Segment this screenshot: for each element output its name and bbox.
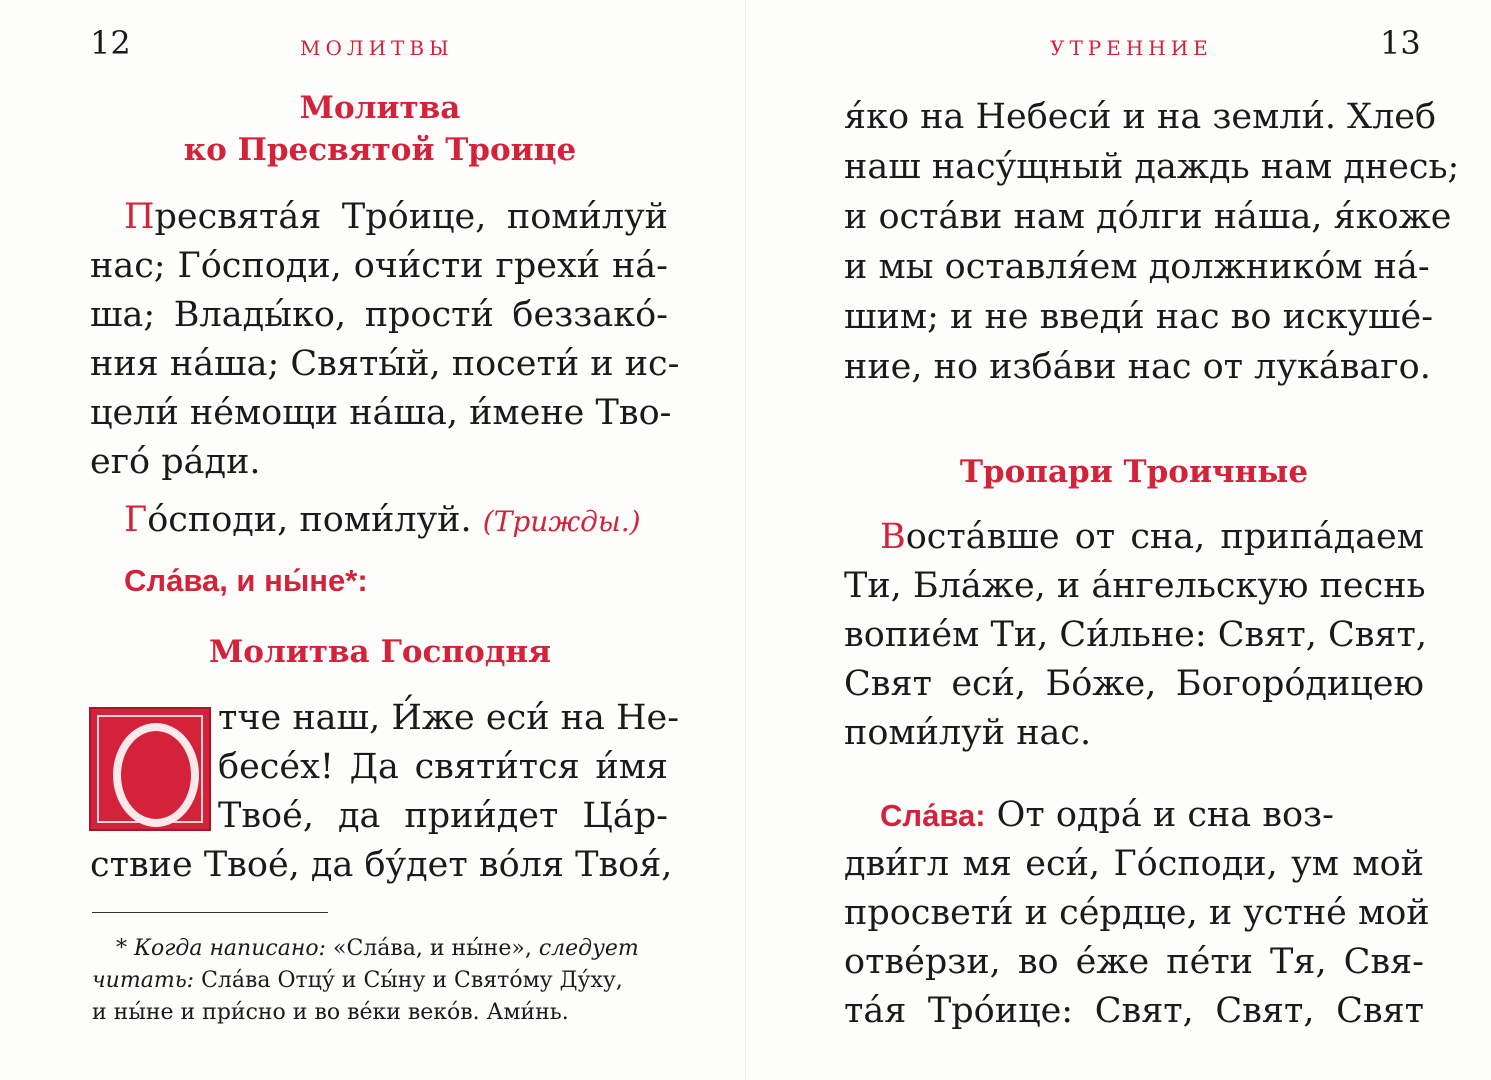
footnote-rule xyxy=(92,912,328,913)
running-head: УТРЕННИЕ xyxy=(1050,36,1213,60)
prayer-line: и оста́ви нам до́лги на́ша, я́коже xyxy=(844,197,1452,237)
kyrie-line: Го́споди, поми́луй. (Трижды.) xyxy=(124,500,641,540)
page-number: 12 xyxy=(90,24,131,62)
glory-rubric: Сла́ва, и ны́не*: xyxy=(124,563,368,598)
initial-letter: П xyxy=(124,197,155,237)
running-head: МОЛИТВЫ xyxy=(300,36,454,60)
initial-letter: В xyxy=(880,517,906,557)
prayer-line: ние, но изба́ви нас от лука́ваго. xyxy=(844,347,1431,387)
prayer-line: нас; Го́споди, очи́сти грехи́ на́- xyxy=(90,246,668,286)
prayer-line: Пресвята́я Тро́ице, поми́луй xyxy=(124,197,668,237)
troparion-line: Ти, Бла́же, и а́нгельскую песнь xyxy=(844,566,1426,606)
prayer-title-line2: ко Пресвятой Троице xyxy=(183,132,577,168)
prayer-line: наш насу́щный даждь нам днесь; xyxy=(844,147,1460,187)
prayer-line: и мы оставля́ем должнико́м на́- xyxy=(844,247,1430,287)
slava-line: та́я Тро́ице: Свят, Свят, Свят xyxy=(844,991,1424,1031)
right-page xyxy=(746,0,1491,1080)
prayer-line: его́ ра́ди. xyxy=(90,442,261,482)
prayer-line: я́ко на Небеси́ и на земли́. Хлеб xyxy=(844,97,1437,137)
troparion-line: вопие́м Ти, Си́льне: Свят, Свят, xyxy=(844,615,1428,655)
prayer-line: ния на́ша; Святы́й, посети́ и ис- xyxy=(90,344,680,384)
slava-line: дви́гл мя еси́, Го́споди, ум мой xyxy=(844,844,1424,884)
prayer-line: шим; и не введи́ нас во искуше́- xyxy=(844,297,1434,337)
prayer-line: цели́ не́мощи на́ша, и́мене Тво- xyxy=(90,393,672,433)
footnote-line: * Когда написано: «Сла́ва, и ны́не», следует xyxy=(116,936,639,961)
troparia-title: Тропари Троичные xyxy=(959,454,1309,490)
page-number: 13 xyxy=(1380,24,1421,62)
slava-line: отве́рзи, во е́же пе́ти Тя, Свя- xyxy=(844,942,1424,982)
initial-letter: Г xyxy=(124,500,148,540)
troparion-line: Свят еси́, Бо́же, Богоро́дицею xyxy=(844,664,1424,704)
prayer-line: ствие Твое́, да бу́дет во́ля Твоя́, xyxy=(90,845,673,885)
prayer-line: бесе́х! Да святи́тся и́мя xyxy=(218,747,668,787)
slava-line: Сла́ва: От одра́ и сна воз- xyxy=(880,795,1334,835)
ornamental-drop-cap xyxy=(89,707,211,831)
troparion-line: Воста́вше от сна, припа́даем xyxy=(880,517,1424,557)
prayer-line: тче наш, И́же еси́ на Не- xyxy=(218,698,680,738)
troparion-line: поми́луй нас. xyxy=(844,713,1092,753)
slava-line: просвети́ и се́рдце, и устне́ мой xyxy=(844,893,1430,933)
prayer-title-2: Молитва Господня xyxy=(208,634,552,670)
left-page xyxy=(0,0,745,1080)
prayer-line: ша; Влады́ко, прости́ беззако́- xyxy=(90,295,668,335)
footnote-line: читать: Сла́ва Отцу́ и Сы́ну и Свято́му Ду́ху, xyxy=(92,968,623,993)
slava-rubric: Сла́ва: xyxy=(880,798,986,833)
footnote-line: и ны́не и при́сно и во ве́ки веко́в. Ами́нь. xyxy=(92,1000,569,1025)
rubric-note: (Трижды.) xyxy=(482,505,641,538)
prayer-title-line1: Молитва xyxy=(299,90,461,126)
prayer-line: Твое́, да прии́дет Ца́р- xyxy=(218,796,668,836)
